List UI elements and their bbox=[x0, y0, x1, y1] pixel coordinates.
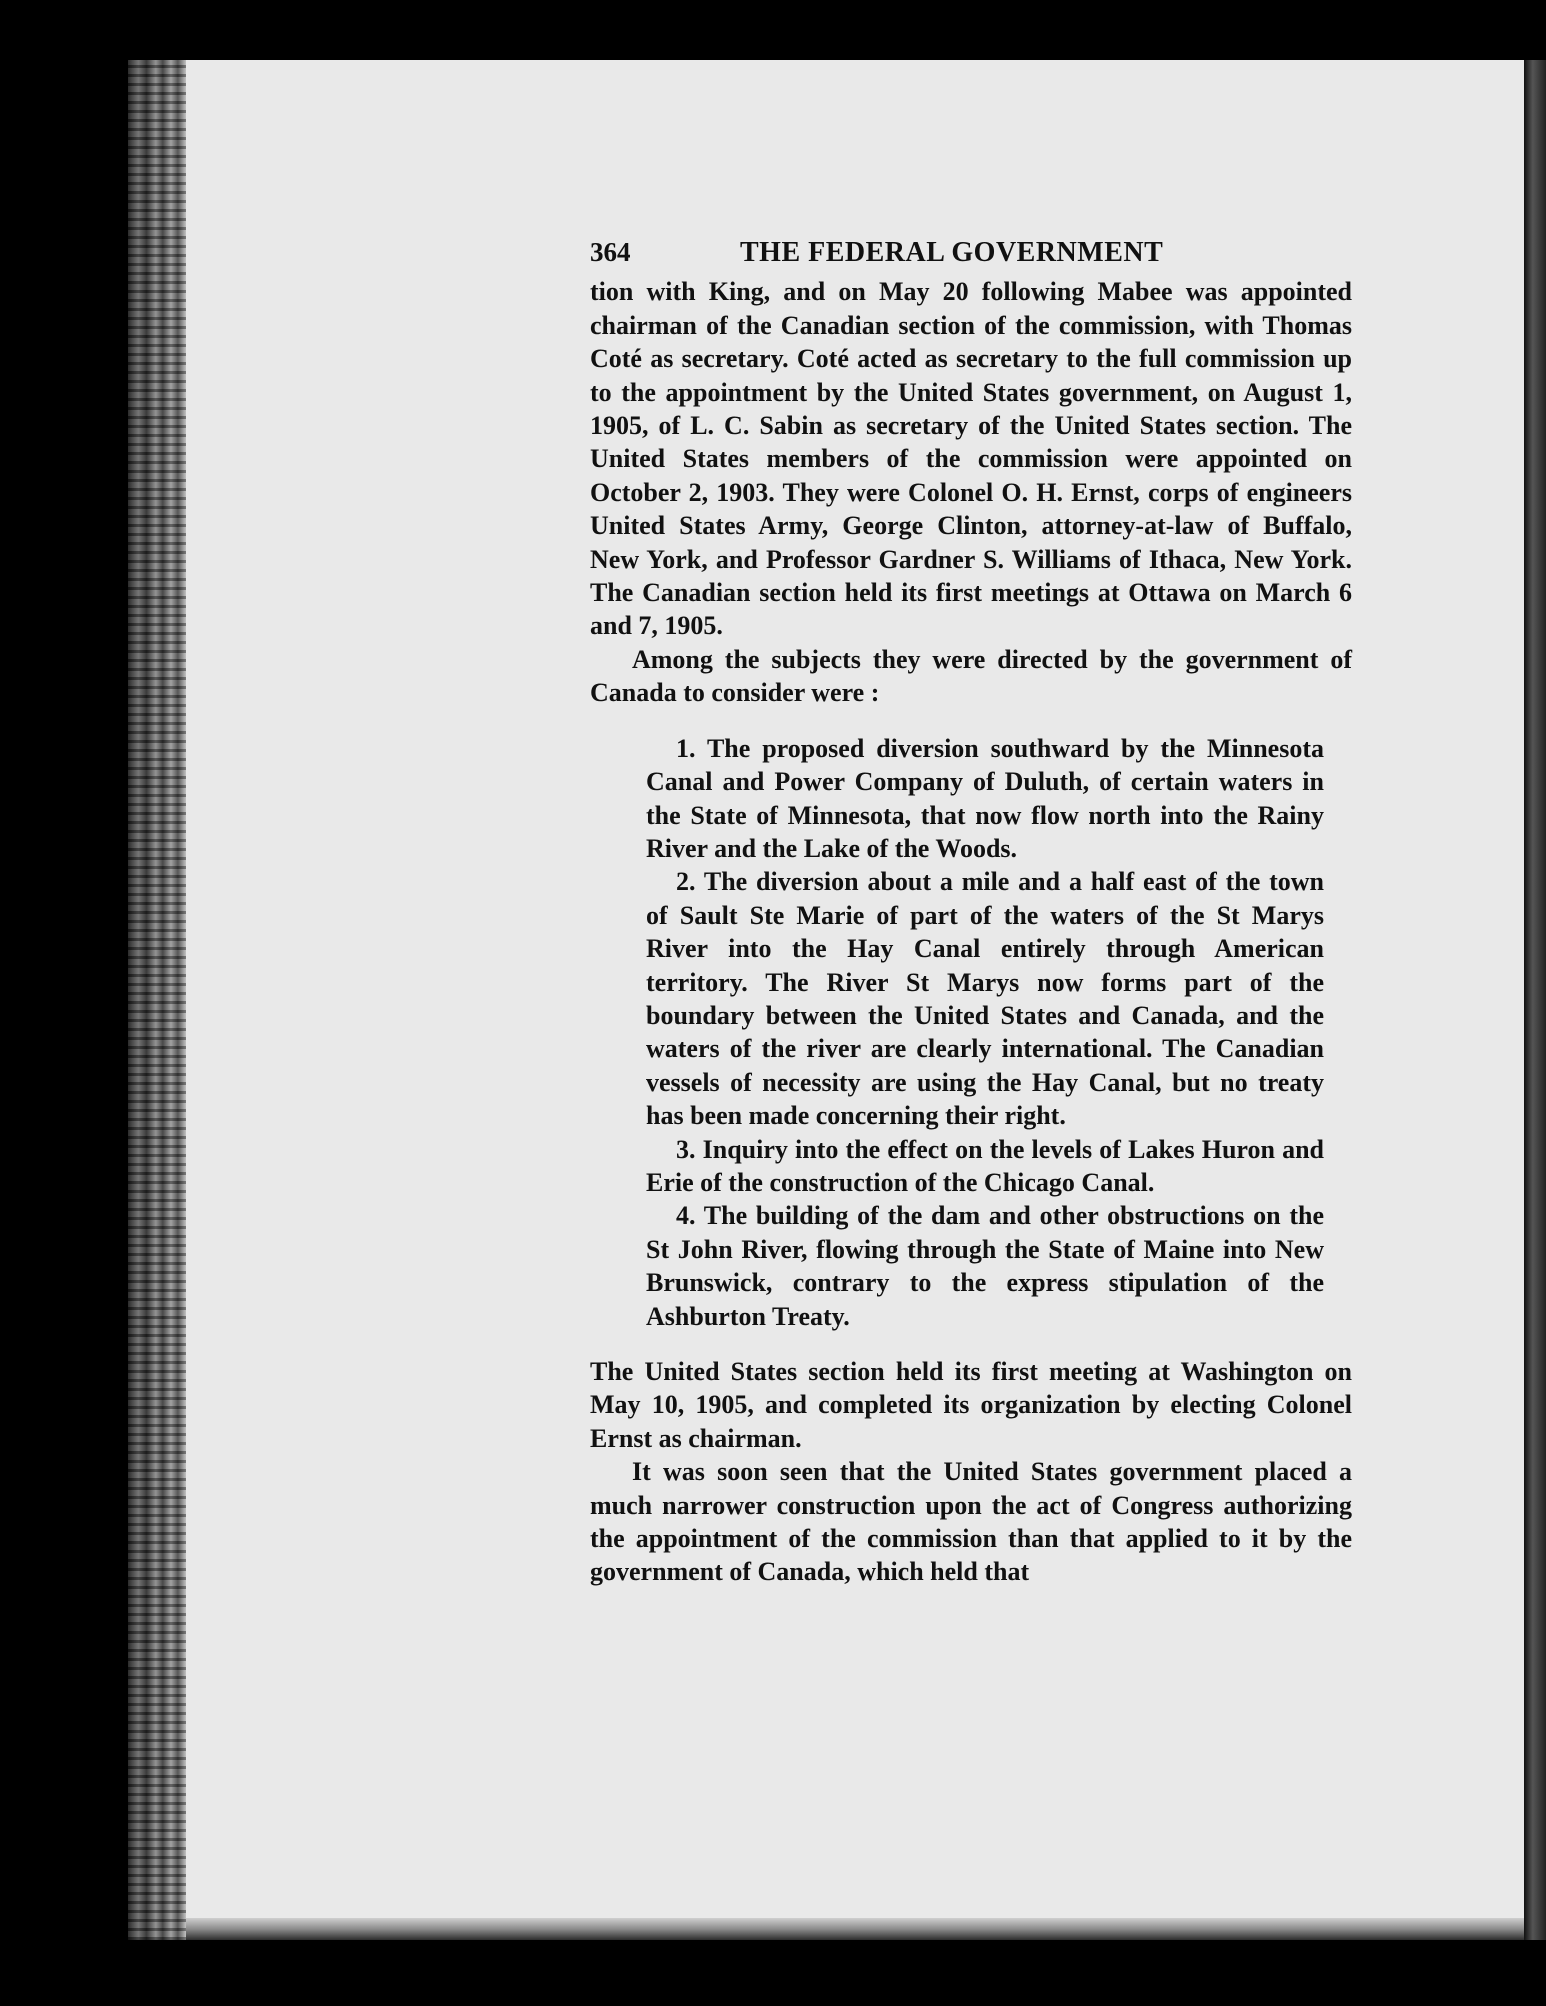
paragraph-1: tion with King, and on May 20 following Mabee was appointed chairman of the Canadian section of the commission, with Thomas Coté as secretary. Coté acted as secretary to the full commission up to the appointment by the United States government, on August 1, 1905, of L. C. Sabin as secretary of the United States section. The United States members of the commission were appointed on October 2, 1903. They were Colonel O. H. Ernst, corps of engineers United States Army, George Clinton, attorney-at-law of Buffalo, New York, and Professor Gardner S. Williams of Ithaca, New York. The Canadian section held its first meetings at Ottawa on March 6 and 7, 1905. bbox=[590, 277, 1352, 641]
subjects-list bbox=[646, 732, 1324, 1333]
list-item: 4. The building of the dam and other obstructions on the St John River, flowing through the State of Maine into New Brunswick, contrary to the express stipulation of the Ashburton Treaty. bbox=[646, 1201, 1324, 1331]
paragraph-2: Among the subjects they were directed by the government of Canada to consider were : bbox=[590, 644, 1352, 708]
paragraph-3: The United States section held its first meeting at Washington on May 10, 1905, and completed its organization by electing Colonel Ernst as chairman. bbox=[590, 1357, 1352, 1453]
paragraph-4: It was soon seen that the United States government placed a much narrower construction upon the act of Congress authorizing the appointment of the commission than that applied to it by the government of Canada, which held that bbox=[590, 1457, 1352, 1587]
list-item: 1. The proposed diversion southward by the Minnesota Canal and Power Company of Duluth, of certain waters in the State of Minnesota, that now flow north into the Rainy River and the Lake of the Woods. bbox=[646, 733, 1324, 863]
list-item: 2. The diversion about a mile and a half east of the town of Sault Ste Marie of part of the waters of the St Marys River into the Hay Canal entirely through American territory. The River St Marys now forms part of the boundary between the United States and Canada, and the waters of the river are clearly international. The Canadian vessels of necessity are using the Hay Canal, but no treaty has been made concerning their right. bbox=[646, 867, 1324, 1131]
page-bottom-edge bbox=[186, 1918, 1524, 1940]
page-text bbox=[590, 236, 1352, 1589]
running-head: THE FEDERAL GOVERNMENT bbox=[740, 237, 1164, 268]
list-item: 3. Inquiry into the effect on the levels of Lakes Huron and Erie of the construction of the Chicago Canal. bbox=[646, 1134, 1324, 1197]
book-binding bbox=[128, 60, 186, 1940]
page-right-edge bbox=[1524, 60, 1546, 1940]
page-header bbox=[590, 236, 1352, 269]
page-number: 364 bbox=[590, 237, 631, 267]
